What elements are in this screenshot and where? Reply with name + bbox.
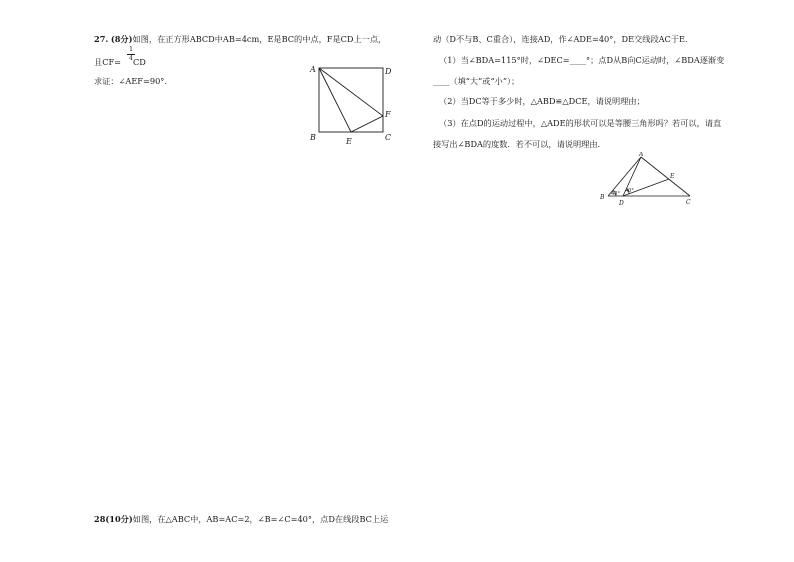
angle-d-label: 40°	[625, 188, 634, 194]
segment-af	[319, 68, 383, 116]
q28-p1c-blank: ____	[433, 76, 450, 86]
q27-line2-suffix: CD	[133, 57, 146, 67]
q27-points: (8分)	[110, 34, 133, 44]
label-d: D	[385, 67, 392, 76]
q28-text1: 如图，在△ABC中，AB=AC=2，∠B=∠C=40°，点D在线段BC上运	[132, 514, 389, 524]
q28-p1b: °；点D从B向C运动时，∠BDA逐渐变	[585, 55, 725, 65]
segment-ae	[319, 68, 351, 132]
segment-ac	[641, 157, 690, 196]
label-c: C	[385, 133, 392, 142]
q28-p1a: （1）当∠BDA=115°时，∠DEC=	[439, 55, 570, 65]
label-d2: D	[619, 200, 624, 207]
label-c2: C	[686, 199, 691, 206]
q28-line1	[94, 515, 388, 523]
label-b2: B	[600, 194, 605, 201]
q28-part1-line1	[439, 56, 724, 64]
q28-part3-line1: （3）在点D的运动过程中，△ADE的形状可以是等腰三角形吗？若可以，请直	[439, 118, 722, 128]
q27-frac-den: 4	[129, 55, 133, 62]
q28-part1-line2	[433, 77, 519, 85]
q28-part3-line2: 接写出∠BDA的度数．若不可以，请说明理由．	[433, 139, 606, 149]
segment-ef	[351, 116, 383, 132]
q27-line1	[94, 35, 386, 43]
q28-cont1: 动（D不与B、C重合），连接AD，作∠ADE=40°，DE交线段AC于E．	[433, 34, 694, 44]
label-f: F	[385, 110, 391, 119]
label-e2: E	[670, 173, 675, 180]
q28-part2: （2）当DC等于多少时，△ABD≌△DCE，请说明理由；	[439, 96, 645, 106]
q27-fraction	[127, 47, 135, 62]
angle-b-label: 40°	[611, 191, 620, 197]
q27-line3: 求证：∠AEF=90°.	[94, 76, 167, 86]
label-e: E	[346, 137, 352, 146]
q27-number: 27.	[94, 34, 109, 44]
q28-p1-blank: ____	[569, 55, 586, 65]
q28-points: (10分)	[105, 514, 133, 524]
label-a2: A	[639, 152, 644, 158]
q27-figure	[305, 60, 405, 148]
label-b: B	[310, 133, 316, 142]
q27-frac-num: 1	[129, 46, 133, 53]
q27-text1: 如图，在正方形ABCD中AB=4cm，E是BC的中点，F是CD上一点，	[132, 34, 387, 44]
square-abcd	[319, 68, 383, 132]
q28-p1c: （填“大”或“小”）；	[449, 76, 520, 86]
q28-figure	[594, 152, 704, 208]
label-a: A	[310, 65, 316, 74]
q27-line2	[94, 55, 146, 67]
q27-line2-prefix: 且CF=	[94, 57, 121, 67]
q28-number: 28	[94, 514, 106, 524]
